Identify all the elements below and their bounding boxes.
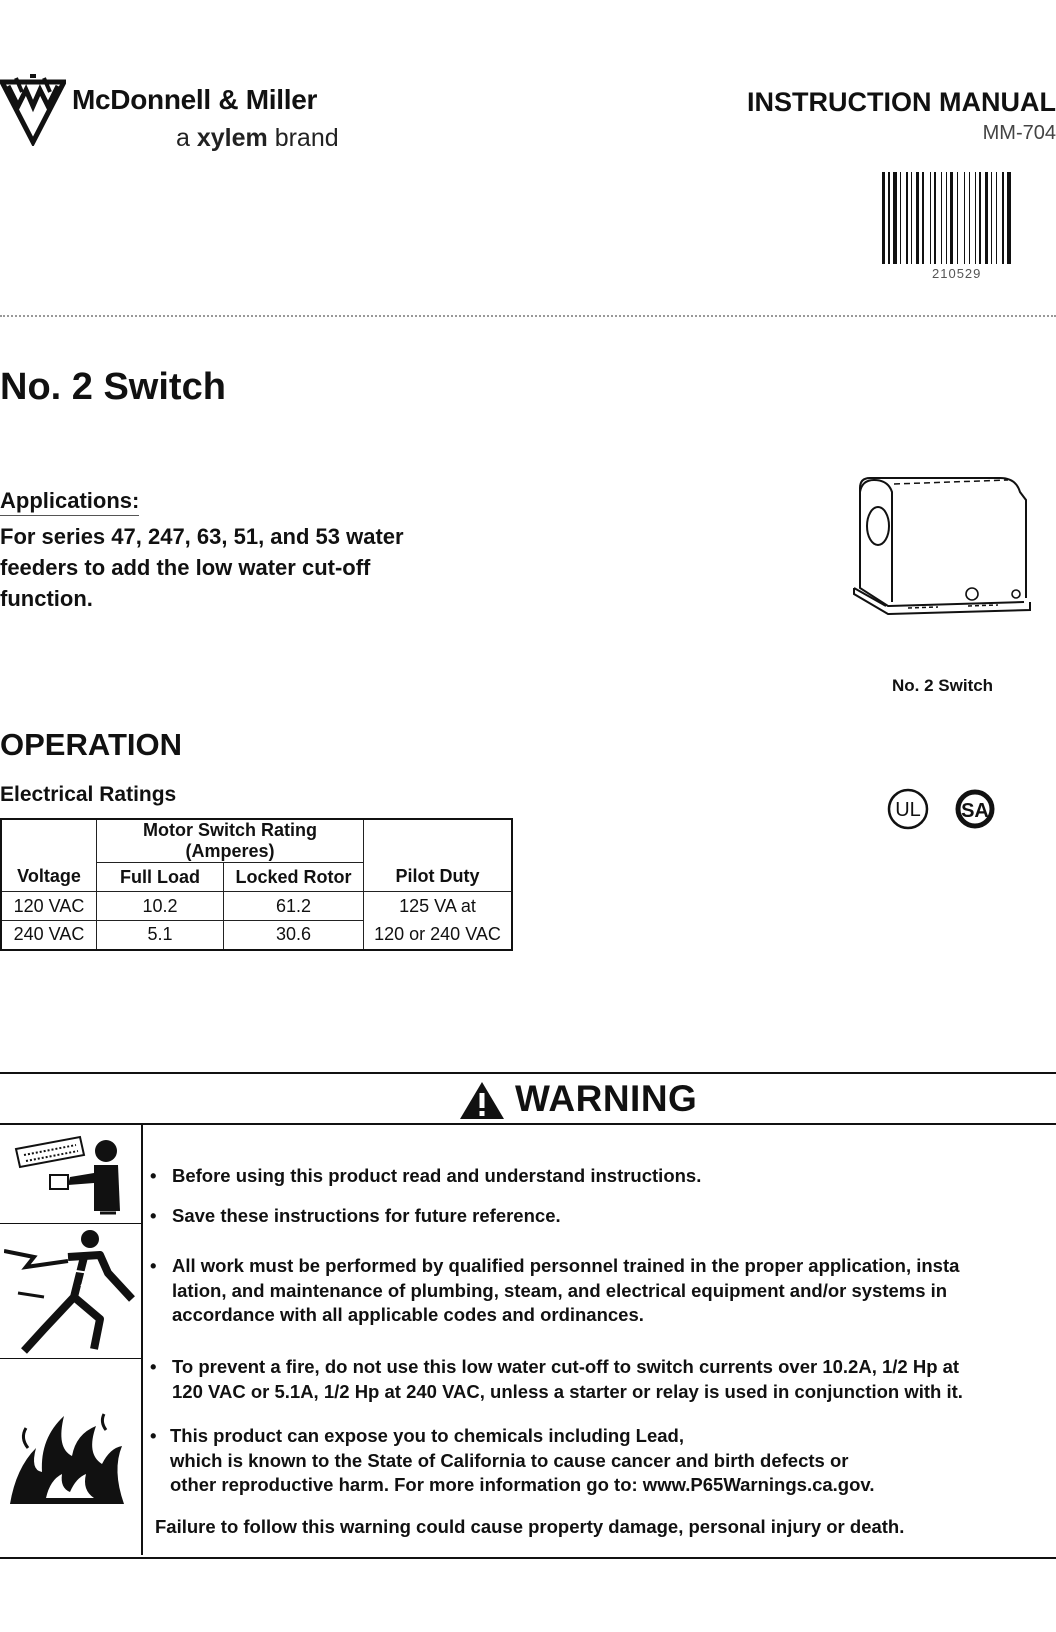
- electrical-ratings-heading: Electrical Ratings: [0, 783, 177, 806]
- operation-heading: OPERATION: [0, 727, 182, 762]
- warning-icon-cell: [0, 1123, 141, 1224]
- barcode-bar: [922, 172, 924, 264]
- switch-image-caption: No. 2 Switch: [892, 676, 994, 695]
- applications-label: Applications:: [0, 488, 139, 516]
- applications-line: For series 47, 247, 63, 51, and 53 water: [0, 524, 404, 549]
- barcode-number: 210529: [932, 266, 982, 281]
- barcode: [882, 172, 1056, 272]
- bullet-point: •: [150, 1165, 157, 1186]
- product-title: No. 2 Switch: [0, 366, 226, 408]
- locked-rotor-header: Locked Rotor: [224, 863, 364, 892]
- read-manual-icon: [10, 1131, 130, 1217]
- barcode-bar: [941, 172, 942, 264]
- barcode-bar: [946, 172, 947, 264]
- barcode-bar: [911, 172, 912, 264]
- warning-bullet: [150, 1164, 1056, 1189]
- full-load-cell: 5.1: [97, 921, 224, 950]
- barcode-bar: [930, 172, 931, 264]
- barcode-bar: [900, 172, 901, 264]
- voltage-header: Voltage: [1, 863, 97, 892]
- barcode-bar: [916, 172, 919, 264]
- electrical-ratings-table: [0, 818, 513, 951]
- table-row: [1, 921, 512, 950]
- voltage-cell: 120 VAC: [1, 892, 97, 921]
- pilot-duty-header: Pilot Duty: [364, 863, 513, 892]
- ul-listed-icon: [886, 787, 930, 831]
- barcode-bar: [957, 172, 958, 264]
- bullet-point: •: [150, 1356, 157, 1377]
- applications-text: [0, 521, 420, 614]
- warning-bullet: [150, 1424, 1056, 1498]
- barcode-bar: [882, 172, 885, 264]
- bullet-point: •: [150, 1255, 157, 1276]
- warning-bullet-line: To prevent a fire, do not use this low water cut-off to switch currents over 10.2A, 1/2 Hp at: [172, 1356, 960, 1377]
- warning-bullet-line: 120 VAC or 5.1A, 1/2 Hp at 240 VAC, unless a starter or relay is used in conjunction with it.: [172, 1380, 963, 1402]
- no-2-switch-illustration: [848, 470, 1048, 630]
- warning-bullet-line: other reproductive harm. For more information go to: www.P65Warnings.ca.gov.: [170, 1474, 875, 1495]
- svg-text:SA: SA: [961, 800, 989, 822]
- header-divider: [0, 315, 1056, 317]
- warning-bullet-line: lation, and maintenance of plumbing, steam, and electrical equipment and/or systems in: [172, 1279, 948, 1301]
- warning-bullet-line: accordance with all applicable codes and ordinances.: [172, 1304, 644, 1325]
- electric-shock-icon: [4, 1227, 136, 1355]
- table-row: [1, 892, 512, 921]
- table-header-row: [1, 863, 512, 892]
- brand-tagline: a xylem brand: [176, 124, 339, 152]
- mcdonnell-miller-logo-icon: [0, 72, 66, 146]
- motor-switch-rating-header: Motor Switch Rating (Amperes): [97, 819, 364, 863]
- fire-icon: [6, 1408, 132, 1508]
- warning-icon-cell: [0, 1358, 141, 1555]
- barcode-bar: [991, 172, 992, 264]
- barcode-bar: [969, 172, 970, 264]
- barcode-bar: [893, 172, 897, 264]
- warning-bullet-line: All work must be performed by qualified personnel trained in the proper application, insta: [172, 1255, 960, 1276]
- barcode-bar: [964, 172, 965, 264]
- warning-bullet-line: This product can expose you to chemicals including Lead,: [170, 1425, 684, 1446]
- warning-bullet-line: Save these instructions for future reference.: [172, 1205, 561, 1226]
- warning-title: WARNING: [515, 1078, 698, 1119]
- warning-bullet-line: which is known to the State of California to cause cancer and birth defects or: [170, 1449, 849, 1471]
- barcode-bar: [1002, 172, 1004, 264]
- locked-rotor-cell: 61.2: [224, 892, 364, 921]
- table-header-cell: [1, 819, 97, 863]
- warning-bullet: [150, 1254, 1056, 1328]
- failure-warning-text: Failure to follow this warning could cause property damage, personal injury or death.: [155, 1516, 905, 1537]
- pilot-duty-cell: 120 or 240 VAC: [364, 921, 513, 950]
- applications-line: function.: [0, 586, 93, 611]
- full-load-cell: 10.2: [97, 892, 224, 921]
- table-header-row: [1, 819, 512, 863]
- brand-name: McDonnell & Miller: [72, 84, 318, 115]
- bullet-point: •: [150, 1205, 157, 1226]
- warning-bullet: [150, 1355, 1056, 1404]
- csa-certified-icon: [955, 787, 995, 831]
- warning-icon-cell: [0, 1223, 141, 1359]
- svg-text:UL: UL: [895, 799, 921, 821]
- barcode-bar: [975, 172, 976, 264]
- table-header-cell: [364, 819, 513, 863]
- barcode-bar: [1007, 172, 1011, 264]
- pilot-duty-cell: 125 VA at: [364, 892, 513, 921]
- manual-number: MM-704: [982, 122, 1056, 144]
- barcode-bar: [979, 172, 981, 264]
- barcode-bar: [996, 172, 997, 264]
- voltage-cell: 240 VAC: [1, 921, 97, 950]
- manual-title: INSTRUCTION MANUAL: [747, 87, 1056, 117]
- barcode-bar: [888, 172, 890, 264]
- warning-bullet: [150, 1204, 1056, 1229]
- barcode-bar: [950, 172, 953, 264]
- bullet-point: •: [150, 1425, 157, 1446]
- applications-line: feeders to add the low water cut-off: [0, 555, 371, 580]
- warning-icon-column: [0, 1123, 143, 1555]
- locked-rotor-cell: 30.6: [224, 921, 364, 950]
- barcode-bar: [906, 172, 908, 264]
- warning-bullet-line: Before using this product read and understand instructions.: [172, 1165, 702, 1186]
- barcode-bar: [934, 172, 936, 264]
- barcode-bar: [985, 172, 988, 264]
- warning-triangle-icon: [459, 1080, 505, 1120]
- full-load-header: Full Load: [97, 863, 224, 892]
